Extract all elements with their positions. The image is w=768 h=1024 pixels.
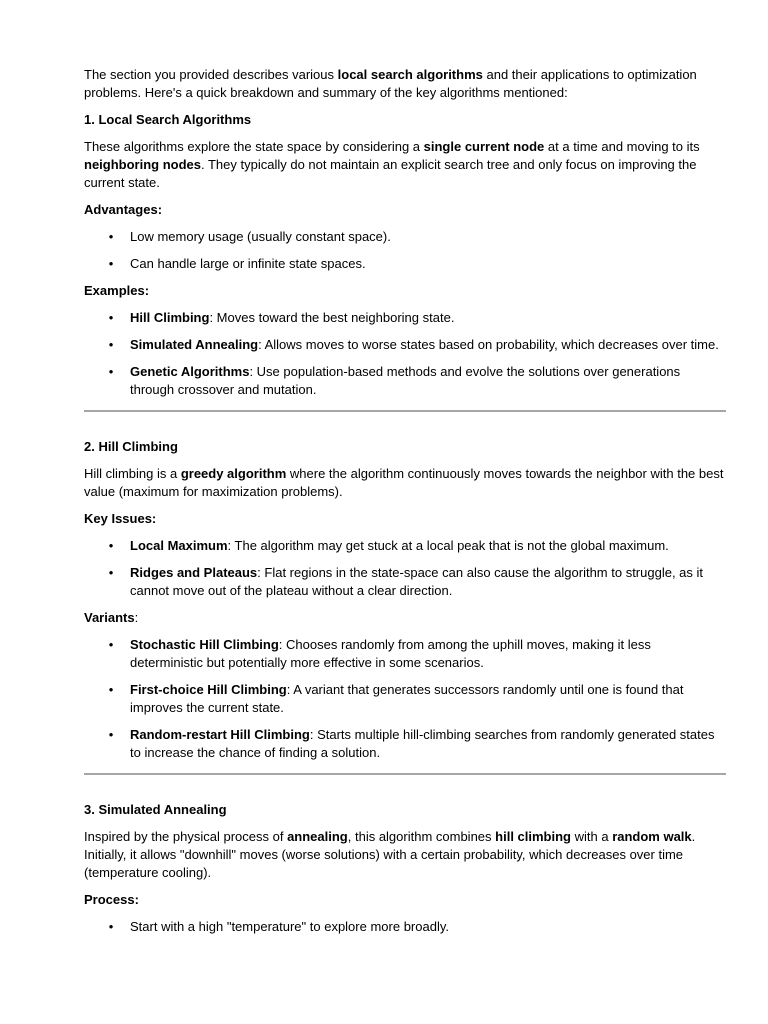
process-label: Process: <box>84 892 139 907</box>
list-item: • Simulated Annealing: Allows moves to worse states based on probability, which decreases over time. <box>84 336 726 354</box>
key-issues-label: Key Issues: <box>84 511 157 526</box>
bullet-icon: • <box>108 538 114 553</box>
examples-list <box>84 309 726 399</box>
variants-label: Variants: <box>84 610 139 625</box>
list-item: • First-choice Hill Climbing: A variant that generates successors randomly until one is found that improves the current state. <box>84 681 726 717</box>
list-item: • Local Maximum: The algorithm may get stuck at a local peak that is not the global maximum. <box>84 537 726 555</box>
list-item: • Start with a high "temperature" to explore more broadly. <box>84 918 726 936</box>
section-paragraph-local-search: These algorithms explore the state space by considering a single current node at a time and moving to its neighboring nodes. They typically do not maintain an explicit search tree and only focus on improving the current state. <box>84 139 700 190</box>
variants-list <box>84 636 726 762</box>
examples-label: Examples: <box>84 283 150 298</box>
bullet-icon: • <box>108 229 114 244</box>
list-item: • Hill Climbing: Moves toward the best neighboring state. <box>84 309 726 327</box>
bullet-icon: • <box>108 337 114 352</box>
process-list <box>84 918 726 936</box>
advantages-list <box>84 228 726 273</box>
bullet-icon: • <box>108 637 114 652</box>
bullet-icon: • <box>108 256 114 271</box>
document-body <box>84 66 726 936</box>
key-issues-list <box>84 537 726 600</box>
bullet-icon: • <box>108 364 114 379</box>
advantages-label: Advantages: <box>84 202 163 217</box>
list-item: • Random-restart Hill Climbing: Starts multiple hill-climbing searches from randomly generated states to increase the chance of finding a solution. <box>84 726 726 762</box>
list-item: • Stochastic Hill Climbing: Chooses randomly from among the uphill moves, making it less deterministic but potentially more effective in some scenarios. <box>84 636 726 672</box>
section-heading-simulated-annealing: 3. Simulated Annealing <box>84 802 227 817</box>
bullet-icon: • <box>108 682 114 697</box>
list-item: • Low memory usage (usually constant space). <box>84 228 726 246</box>
bullet-icon: • <box>108 727 114 742</box>
section-divider <box>84 410 726 412</box>
list-item: • Genetic Algorithms: Use population-based methods and evolve the solutions over generations through crossover and mutation. <box>84 363 726 399</box>
intro-paragraph: The section you provided describes various local search algorithms and their applications to optimization problems. Here's a quick breakdown and summary of the key algorithms mentioned: <box>84 67 697 100</box>
section-paragraph-simulated-annealing: Inspired by the physical process of annealing, this algorithm combines hill climbing with a random walk. Initially, it allows "downhill" moves (worse solutions) with a certain probability, which decreases over time (temperature cooling). <box>84 829 696 880</box>
section-heading-hill-climbing: 2. Hill Climbing <box>84 439 178 454</box>
bullet-icon: • <box>108 919 114 934</box>
section-heading-local-search: 1. Local Search Algorithms <box>84 112 252 127</box>
section-divider <box>84 773 726 775</box>
list-item: • Ridges and Plateaus: Flat regions in the state-space can also cause the algorithm to struggle, as it cannot move out of the plateau without a clear direction. <box>84 564 726 600</box>
list-item: • Can handle large or infinite state spaces. <box>84 255 726 273</box>
section-paragraph-hill-climbing: Hill climbing is a greedy algorithm where the algorithm continuously moves towards the neighbor with the best value (maximum for maximization problems). <box>84 466 724 499</box>
bullet-icon: • <box>108 310 114 325</box>
bullet-icon: • <box>108 565 114 580</box>
